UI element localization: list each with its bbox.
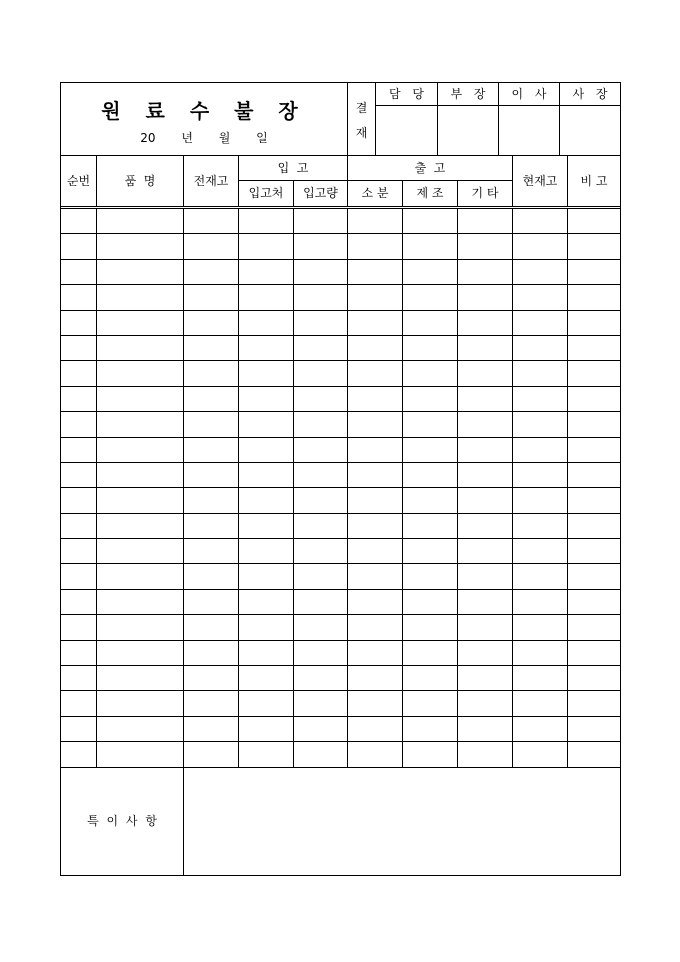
table-cell[interactable] [403, 539, 458, 563]
table-cell[interactable] [184, 438, 239, 462]
table-cell[interactable] [97, 590, 184, 614]
table-cell[interactable] [348, 412, 403, 436]
table-cell[interactable] [184, 412, 239, 436]
table-cell[interactable] [568, 666, 620, 690]
table-cell[interactable] [294, 260, 348, 284]
table-cell[interactable] [61, 260, 97, 284]
table-cell[interactable] [568, 742, 620, 766]
table-cell[interactable] [513, 463, 568, 487]
table-cell[interactable] [513, 742, 568, 766]
table-cell[interactable] [458, 615, 513, 639]
table-cell[interactable] [458, 234, 513, 258]
table-cell[interactable] [403, 285, 458, 309]
col-out-other: 기 타 [458, 181, 513, 206]
table-cell[interactable] [61, 514, 97, 538]
table-cell[interactable] [239, 463, 294, 487]
table-cell[interactable] [513, 438, 568, 462]
table-cell[interactable] [458, 260, 513, 284]
table-cell[interactable] [184, 615, 239, 639]
table-cell[interactable] [568, 488, 620, 512]
table-cell[interactable] [348, 285, 403, 309]
table-row [61, 666, 620, 691]
table-cell[interactable] [513, 615, 568, 639]
table-cell[interactable] [513, 717, 568, 741]
notes-label: 특 이 사 항 [61, 767, 184, 875]
table-cell[interactable] [458, 209, 513, 233]
table-cell[interactable] [458, 564, 513, 588]
table-cell[interactable] [294, 412, 348, 436]
table-row [61, 691, 620, 716]
table-cell[interactable] [568, 234, 620, 258]
table-cell[interactable] [513, 336, 568, 360]
table-cell[interactable] [568, 641, 620, 665]
table-cell[interactable] [403, 691, 458, 715]
table-cell[interactable] [184, 514, 239, 538]
table-cell[interactable] [97, 260, 184, 284]
notes-field[interactable] [184, 767, 620, 875]
table-cell[interactable] [513, 412, 568, 436]
table-row [61, 234, 620, 259]
table-row [61, 488, 620, 513]
table-cell[interactable] [61, 666, 97, 690]
table-cell[interactable] [294, 209, 348, 233]
table-cell[interactable] [348, 742, 403, 766]
table-cell[interactable] [513, 590, 568, 614]
table-cell[interactable] [97, 336, 184, 360]
table-cell[interactable] [61, 311, 97, 335]
col-seq: 순번 [61, 156, 97, 206]
col-prev-stock: 전재고 [184, 156, 239, 206]
table-cell[interactable] [61, 590, 97, 614]
table-cell[interactable] [403, 234, 458, 258]
table-cell[interactable] [184, 488, 239, 512]
table-cell[interactable] [239, 666, 294, 690]
form-header [61, 83, 620, 156]
table-cell[interactable] [348, 514, 403, 538]
table-cell[interactable] [403, 666, 458, 690]
table-cell[interactable] [239, 361, 294, 385]
table-cell[interactable] [184, 691, 239, 715]
table-cell[interactable] [403, 590, 458, 614]
table-cell[interactable] [513, 311, 568, 335]
table-cell[interactable] [294, 438, 348, 462]
table-cell[interactable] [513, 539, 568, 563]
table-cell[interactable] [403, 463, 458, 487]
table-cell[interactable] [294, 387, 348, 411]
table-row [61, 438, 620, 463]
table-cell[interactable] [403, 361, 458, 385]
table-cell[interactable] [458, 311, 513, 335]
table-cell[interactable] [513, 387, 568, 411]
table-cell[interactable] [239, 438, 294, 462]
table-row [61, 742, 620, 767]
table-cell[interactable] [97, 361, 184, 385]
col-item: 품 명 [97, 156, 184, 206]
table-cell[interactable] [239, 234, 294, 258]
table-cell[interactable] [403, 336, 458, 360]
table-cell[interactable] [403, 311, 458, 335]
table-cell[interactable] [239, 285, 294, 309]
table-cell[interactable] [184, 463, 239, 487]
table-cell[interactable] [294, 488, 348, 512]
sign-role: 부 장 [438, 83, 498, 106]
table-cell[interactable] [239, 387, 294, 411]
table-cell[interactable] [403, 387, 458, 411]
table-cell[interactable] [239, 209, 294, 233]
table-cell[interactable] [97, 641, 184, 665]
table-cell[interactable] [239, 564, 294, 588]
table-cell[interactable] [97, 514, 184, 538]
table-row [61, 564, 620, 589]
sign-role: 담 당 [376, 83, 437, 106]
table-cell[interactable] [458, 412, 513, 436]
table-cell[interactable] [458, 539, 513, 563]
table-cell[interactable] [184, 742, 239, 766]
table-cell[interactable] [458, 463, 513, 487]
table-cell[interactable] [458, 514, 513, 538]
table-cell[interactable] [184, 717, 239, 741]
table-cell[interactable] [403, 412, 458, 436]
table-cell[interactable] [294, 717, 348, 741]
table-cell[interactable] [239, 590, 294, 614]
table-cell[interactable] [403, 742, 458, 766]
table-cell[interactable] [294, 615, 348, 639]
date-line: 20 년 월 일 [140, 131, 268, 145]
approval-label-bottom: 재 [355, 126, 368, 140]
table-cell[interactable] [294, 311, 348, 335]
table-cell[interactable] [348, 387, 403, 411]
table-cell[interactable] [568, 564, 620, 588]
table-cell[interactable] [61, 209, 97, 233]
table-cell[interactable] [568, 336, 620, 360]
table-cell[interactable] [348, 666, 403, 690]
table-cell[interactable] [97, 438, 184, 462]
col-outbound: 출 고 [348, 156, 513, 181]
table-cell[interactable] [348, 311, 403, 335]
table-cell[interactable] [513, 666, 568, 690]
col-current-stock: 현재고 [513, 156, 568, 206]
table-cell[interactable] [568, 361, 620, 385]
table-cell[interactable] [568, 691, 620, 715]
table-cell[interactable] [348, 691, 403, 715]
table-cell[interactable] [294, 742, 348, 766]
table-cell[interactable] [568, 412, 620, 436]
table-cell[interactable] [97, 311, 184, 335]
table-cell[interactable] [568, 387, 620, 411]
table-cell[interactable] [97, 742, 184, 766]
table-row [61, 209, 620, 234]
table-cell[interactable] [568, 463, 620, 487]
table-cell[interactable] [294, 463, 348, 487]
table-cell[interactable] [184, 666, 239, 690]
table-cell[interactable] [348, 615, 403, 639]
table-cell[interactable] [239, 412, 294, 436]
table-cell[interactable] [458, 361, 513, 385]
table-cell[interactable] [513, 564, 568, 588]
table-cell[interactable] [513, 691, 568, 715]
approval-label-top: 결 [355, 101, 368, 115]
col-inbound: 입 고 [239, 156, 348, 181]
table-row [61, 361, 620, 386]
table-cell[interactable] [294, 514, 348, 538]
table-cell[interactable] [513, 285, 568, 309]
table-cell[interactable] [184, 285, 239, 309]
table-cell[interactable] [239, 691, 294, 715]
table-cell[interactable] [61, 641, 97, 665]
table-cell[interactable] [61, 742, 97, 766]
table-cell[interactable] [61, 412, 97, 436]
table-cell[interactable] [513, 488, 568, 512]
table-cell[interactable] [239, 615, 294, 639]
table-cell[interactable] [294, 691, 348, 715]
table-cell[interactable] [348, 463, 403, 487]
table-cell[interactable] [348, 336, 403, 360]
table-cell[interactable] [184, 209, 239, 233]
table-cell[interactable] [458, 387, 513, 411]
table-row [61, 311, 620, 336]
approval-label [348, 83, 376, 155]
table-cell[interactable] [61, 691, 97, 715]
title-box [61, 83, 348, 155]
table-cell[interactable] [458, 438, 513, 462]
table-cell[interactable] [568, 590, 620, 614]
table-cell[interactable] [403, 564, 458, 588]
table-cell[interactable] [568, 514, 620, 538]
table-cell[interactable] [294, 564, 348, 588]
table-cell[interactable] [184, 234, 239, 258]
table-cell[interactable] [348, 260, 403, 284]
table-cell[interactable] [239, 514, 294, 538]
column-header [61, 156, 620, 209]
table-cell[interactable] [97, 387, 184, 411]
table-cell[interactable] [568, 260, 620, 284]
table-cell[interactable] [294, 641, 348, 665]
table-cell[interactable] [61, 539, 97, 563]
table-row [61, 615, 620, 640]
table-cell[interactable] [97, 234, 184, 258]
table-cell[interactable] [61, 438, 97, 462]
table-cell[interactable] [184, 590, 239, 614]
sign-box-4[interactable] [560, 83, 620, 155]
table-cell[interactable] [568, 615, 620, 639]
table-cell[interactable] [568, 539, 620, 563]
table-cell[interactable] [513, 641, 568, 665]
table-cell[interactable] [348, 234, 403, 258]
col-out-small: 소 분 [348, 181, 403, 206]
table-cell[interactable] [61, 564, 97, 588]
table-cell[interactable] [97, 691, 184, 715]
table-cell[interactable] [97, 717, 184, 741]
table-cell[interactable] [348, 361, 403, 385]
table-cell[interactable] [348, 539, 403, 563]
table-cell[interactable] [458, 590, 513, 614]
table-cell[interactable] [513, 209, 568, 233]
table-cell[interactable] [348, 209, 403, 233]
table-cell[interactable] [568, 311, 620, 335]
table-cell[interactable] [97, 615, 184, 639]
table-cell[interactable] [458, 717, 513, 741]
table-cell[interactable] [294, 361, 348, 385]
table-cell[interactable] [513, 260, 568, 284]
table-cell[interactable] [294, 234, 348, 258]
table-cell[interactable] [61, 463, 97, 487]
table-row [61, 590, 620, 615]
table-cell[interactable] [61, 361, 97, 385]
table-cell[interactable] [568, 209, 620, 233]
col-out-make: 제 조 [403, 181, 458, 206]
table-cell[interactable] [458, 666, 513, 690]
table-row [61, 412, 620, 437]
table-cell[interactable] [513, 361, 568, 385]
table-cell[interactable] [97, 412, 184, 436]
table-cell[interactable] [294, 336, 348, 360]
table-cell[interactable] [239, 488, 294, 512]
table-cell[interactable] [61, 717, 97, 741]
page-title: 원 료 수 불 장 [101, 99, 307, 123]
table-cell[interactable] [403, 641, 458, 665]
table-cell[interactable] [403, 615, 458, 639]
table-cell[interactable] [239, 742, 294, 766]
sign-box-3[interactable] [499, 83, 560, 155]
notes-section [61, 767, 620, 875]
col-inbound-source: 입고처 [239, 181, 294, 206]
table-cell[interactable] [184, 564, 239, 588]
table-cell[interactable] [97, 539, 184, 563]
table-cell[interactable] [61, 285, 97, 309]
table-cell[interactable] [97, 564, 184, 588]
table-row [61, 514, 620, 539]
table-row [61, 463, 620, 488]
table-cell[interactable] [458, 641, 513, 665]
table-cell[interactable] [61, 615, 97, 639]
table-row [61, 387, 620, 412]
table-cell[interactable] [348, 488, 403, 512]
table-cell[interactable] [239, 260, 294, 284]
table-row [61, 717, 620, 742]
table-cell[interactable] [458, 488, 513, 512]
table-cell[interactable] [97, 285, 184, 309]
table-cell[interactable] [348, 641, 403, 665]
sign-box-2[interactable] [438, 83, 499, 155]
table-cell[interactable] [513, 234, 568, 258]
table-cell[interactable] [403, 514, 458, 538]
table-cell[interactable] [239, 336, 294, 360]
table-cell[interactable] [568, 438, 620, 462]
ledger-sheet [60, 82, 621, 876]
table-cell[interactable] [184, 641, 239, 665]
table-cell[interactable] [97, 488, 184, 512]
table-cell[interactable] [348, 438, 403, 462]
table-cell[interactable] [348, 717, 403, 741]
table-cell[interactable] [294, 539, 348, 563]
table-cell[interactable] [97, 666, 184, 690]
table-cell[interactable] [513, 514, 568, 538]
table-cell[interactable] [184, 336, 239, 360]
table-cell[interactable] [61, 387, 97, 411]
table-cell[interactable] [97, 209, 184, 233]
table-cell[interactable] [184, 361, 239, 385]
table-cell[interactable] [403, 717, 458, 741]
table-cell[interactable] [239, 641, 294, 665]
table-cell[interactable] [97, 463, 184, 487]
ledger-grid [61, 209, 620, 768]
sign-box-1[interactable] [376, 83, 438, 155]
table-cell[interactable] [184, 260, 239, 284]
table-cell[interactable] [184, 311, 239, 335]
table-cell[interactable] [184, 539, 239, 563]
table-cell[interactable] [568, 717, 620, 741]
table-row [61, 336, 620, 361]
table-cell[interactable] [61, 234, 97, 258]
table-cell[interactable] [294, 590, 348, 614]
table-cell[interactable] [348, 590, 403, 614]
table-cell[interactable] [403, 209, 458, 233]
table-cell[interactable] [184, 387, 239, 411]
sign-role: 이 사 [499, 83, 559, 106]
col-inbound-qty: 입고량 [294, 181, 348, 206]
sign-role: 사 장 [560, 83, 620, 106]
table-row [61, 260, 620, 285]
table-cell[interactable] [458, 336, 513, 360]
table-cell[interactable] [458, 285, 513, 309]
table-cell[interactable] [568, 285, 620, 309]
table-cell[interactable] [294, 285, 348, 309]
table-cell[interactable] [61, 336, 97, 360]
table-cell[interactable] [239, 539, 294, 563]
table-row [61, 539, 620, 564]
table-cell[interactable] [458, 691, 513, 715]
table-cell[interactable] [239, 717, 294, 741]
table-cell[interactable] [403, 438, 458, 462]
table-cell[interactable] [239, 311, 294, 335]
table-cell[interactable] [348, 564, 403, 588]
col-remarks: 비 고 [580, 174, 608, 188]
table-row [61, 641, 620, 666]
table-row [61, 285, 620, 310]
table-cell[interactable] [403, 260, 458, 284]
table-cell[interactable] [403, 488, 458, 512]
table-cell[interactable] [294, 666, 348, 690]
table-cell[interactable] [61, 488, 97, 512]
table-cell[interactable] [458, 742, 513, 766]
